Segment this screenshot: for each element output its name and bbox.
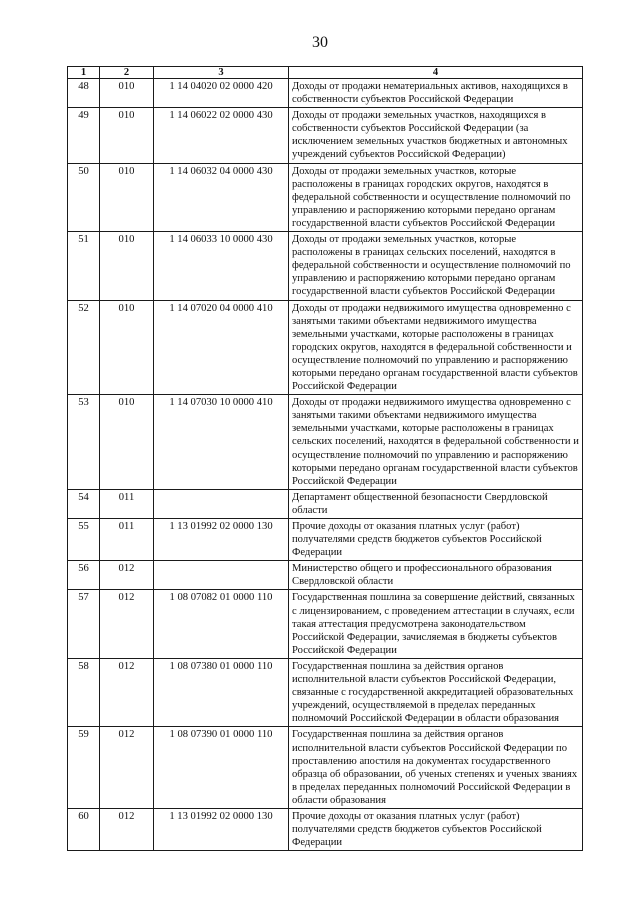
table-row xyxy=(68,108,583,163)
table-header xyxy=(68,67,583,79)
row-number: 48 xyxy=(68,79,100,108)
table-row xyxy=(68,590,583,658)
table-row xyxy=(68,727,583,809)
admin-code: 010 xyxy=(100,79,154,108)
admin-code: 010 xyxy=(100,300,154,395)
row-number: 51 xyxy=(68,232,100,300)
revenue-code: 1 14 06022 02 0000 430 xyxy=(154,108,289,163)
revenue-code: 1 13 01992 02 0000 130 xyxy=(154,519,289,561)
header-col-3: 3 xyxy=(154,67,289,79)
row-number: 57 xyxy=(68,590,100,658)
admin-code: 012 xyxy=(100,590,154,658)
row-number: 53 xyxy=(68,395,100,490)
page-number: 30 xyxy=(312,34,328,51)
revenue-name: Государственная пошлина за действия органов исполнительной власти субъектов Российской Федерации, связанные с государственной аккредитацией образовательных учреждений, осуществляемой в пределах переданных полномочий Российской Федерации в области образования xyxy=(289,658,583,726)
revenue-name: Доходы от продажи недвижимого имущества одновременно с занятыми такими объектами недвижимого имущества земельными участками, которые расположены в границах сельских поселений, находятся в федеральной собственности и осуществление полномочий по управлению и распоряжению которыми передано органам государственной власти субъектов Российской Федерации xyxy=(289,395,583,490)
revenue-name: Министерство общего и профессионального образования Свердловской области xyxy=(289,561,583,590)
revenue-code: 1 13 01992 02 0000 130 xyxy=(154,808,289,850)
revenue-code: 1 14 04020 02 0000 420 xyxy=(154,79,289,108)
row-number: 54 xyxy=(68,489,100,518)
revenue-name: Доходы от продажи земельных участков, которые расположены в границах городских округов, находятся в федеральной собственности и осуществление полномочий по управлению и распоряжению которыми передано органам государственной власти субъектов Российской Федерации xyxy=(289,163,583,231)
table-row xyxy=(68,658,583,726)
admin-code: 012 xyxy=(100,808,154,850)
revenue-code: 1 14 06033 10 0000 430 xyxy=(154,232,289,300)
admin-code: 012 xyxy=(100,658,154,726)
table-row xyxy=(68,79,583,108)
header-col-1: 1 xyxy=(68,67,100,79)
admin-code: 010 xyxy=(100,232,154,300)
row-number: 52 xyxy=(68,300,100,395)
revenue-name: Доходы от продажи нематериальных активов, находящихся в собственности субъектов Российской Федерации xyxy=(289,79,583,108)
table-row xyxy=(68,519,583,561)
table-row xyxy=(68,561,583,590)
header-col-4: 4 xyxy=(289,67,583,79)
row-number: 49 xyxy=(68,108,100,163)
revenue-name: Прочие доходы от оказания платных услуг (работ) получателями средств бюджетов субъектов Российской Федерации xyxy=(289,519,583,561)
revenue-code: 1 08 07082 01 0000 110 xyxy=(154,590,289,658)
revenue-code: 1 14 07020 04 0000 410 xyxy=(154,300,289,395)
table-row xyxy=(68,232,583,300)
row-number: 55 xyxy=(68,519,100,561)
row-number: 50 xyxy=(68,163,100,231)
revenue-name: Государственная пошлина за совершение действий, связанных с лицензированием, с проведением аттестации в случаях, если такая аттестация предусмотрена законодательством Российской Федерации, зачисляемая в бюджеты субъектов Российской Федерации xyxy=(289,590,583,658)
revenue-name: Государственная пошлина за действия органов исполнительной власти субъектов Российской Федерации по проставлению апостиля на документах государственного образца об образовании, об ученых степенях и ученых званиях в пределах переданных полномочий Российской Федерации в области образования xyxy=(289,727,583,809)
revenue-name: Прочие доходы от оказания платных услуг (работ) получателями средств бюджетов субъектов Российской Федерации xyxy=(289,808,583,850)
table-row xyxy=(68,300,583,395)
admin-code: 010 xyxy=(100,108,154,163)
revenue-code: 1 14 07030 10 0000 410 xyxy=(154,395,289,490)
revenue-code xyxy=(154,489,289,518)
row-number: 56 xyxy=(68,561,100,590)
revenue-name: Доходы от продажи недвижимого имущества одновременно с занятыми такими объектами недвижимого имущества земельными участками, которые расположены в границах городских округов, находятся в федеральной собственности и осуществление полномочий по управлению и распоряжению которыми передано органам государственной власти субъектов Российской Федерации xyxy=(289,300,583,395)
revenue-code xyxy=(154,561,289,590)
row-number: 60 xyxy=(68,808,100,850)
revenue-code: 1 08 07380 01 0000 110 xyxy=(154,658,289,726)
admin-code: 010 xyxy=(100,163,154,231)
table-row xyxy=(68,395,583,490)
admin-code: 012 xyxy=(100,561,154,590)
row-number: 58 xyxy=(68,658,100,726)
admin-code: 010 xyxy=(100,395,154,490)
revenue-name: Доходы от продажи земельных участков, которые расположены в границах сельских поселений, находятся в федеральной собственности и осуществление полномочий по управлению и распоряжению которыми передано органам государственной власти субъектов Российской Федерации xyxy=(289,232,583,300)
table-row xyxy=(68,163,583,231)
table-row xyxy=(68,808,583,850)
revenue-code: 1 14 06032 04 0000 430 xyxy=(154,163,289,231)
table-row xyxy=(68,489,583,518)
revenue-name: Департамент общественной безопасности Свердловской области xyxy=(289,489,583,518)
revenue-codes-table xyxy=(67,66,583,851)
table-body xyxy=(68,79,583,851)
header-row xyxy=(68,67,583,79)
revenue-code: 1 08 07390 01 0000 110 xyxy=(154,727,289,809)
admin-code: 011 xyxy=(100,489,154,518)
admin-code: 012 xyxy=(100,727,154,809)
row-number: 59 xyxy=(68,727,100,809)
header-col-2: 2 xyxy=(100,67,154,79)
revenue-name: Доходы от продажи земельных участков, находящихся в собственности субъектов Российской Федерации (за исключением земельных участков бюджетных и автономных учреждений субъектов Российской Федерации) xyxy=(289,108,583,163)
admin-code: 011 xyxy=(100,519,154,561)
